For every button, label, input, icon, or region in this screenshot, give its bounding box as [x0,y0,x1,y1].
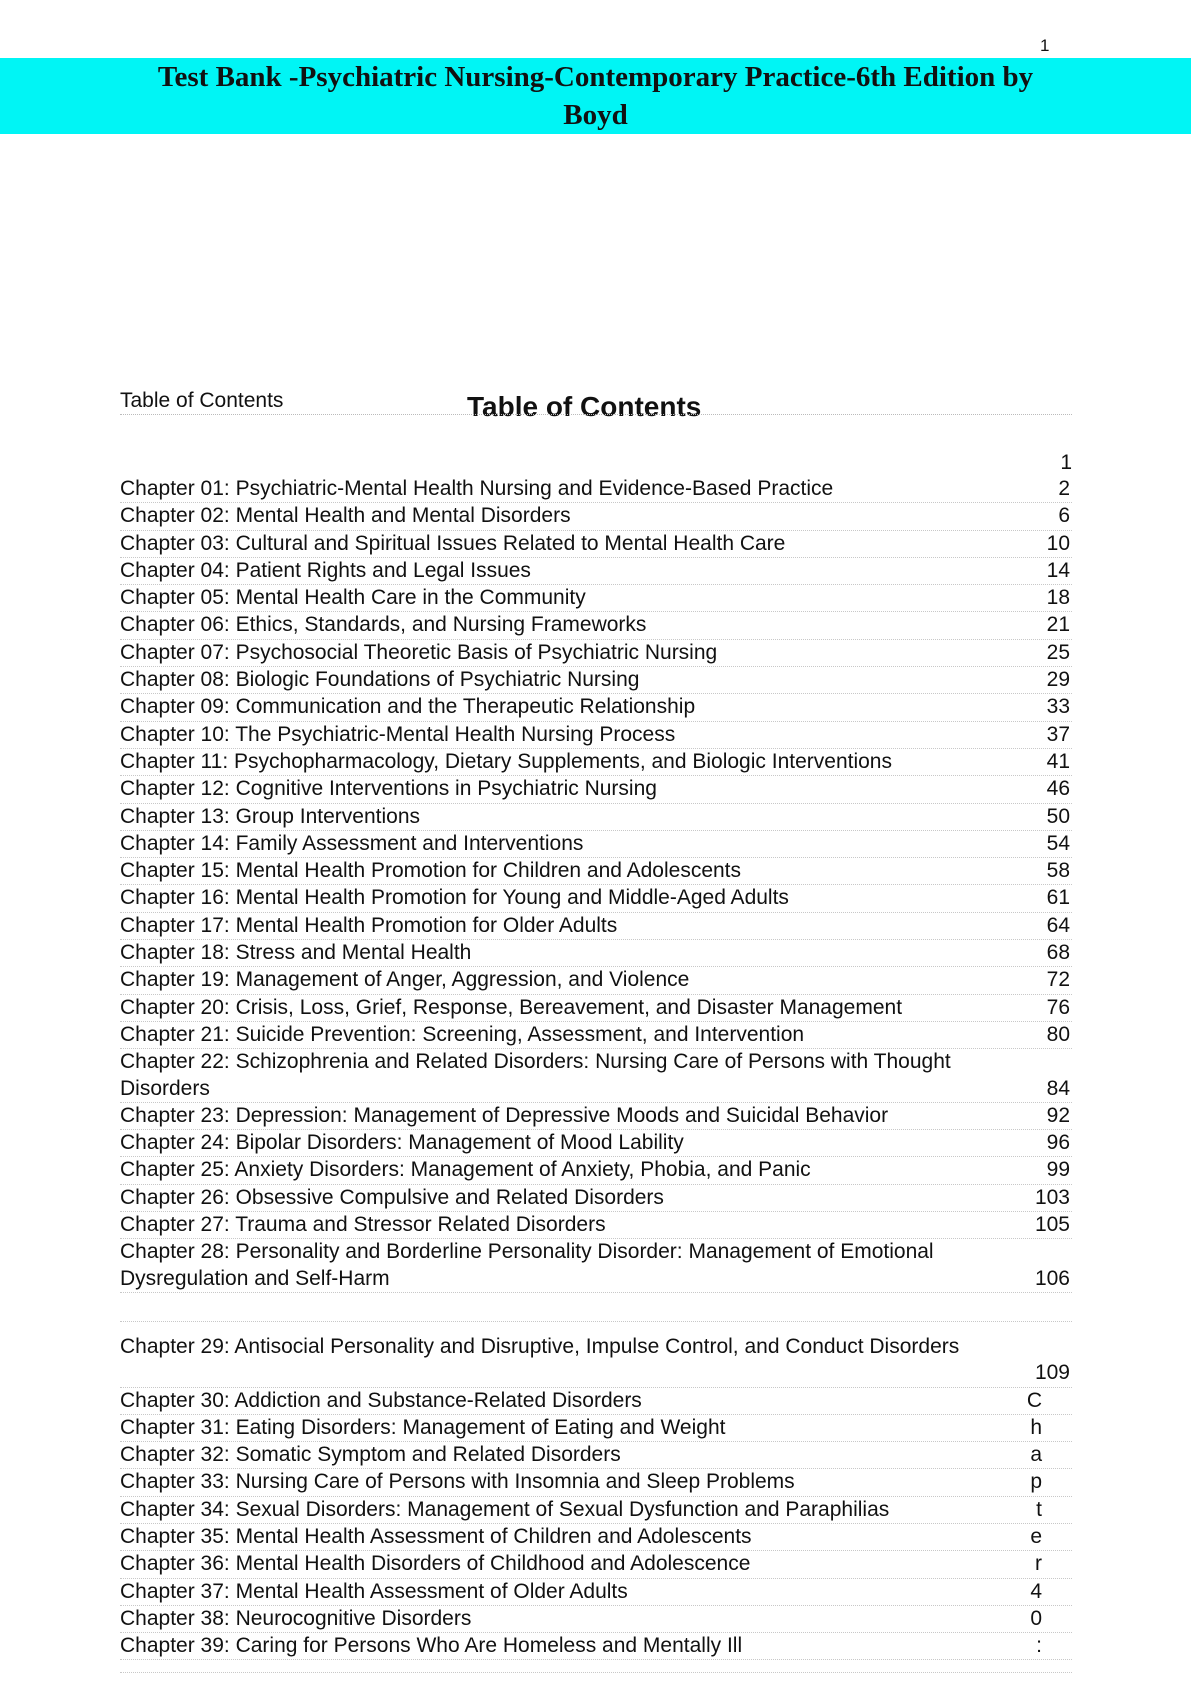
toc-entry-title: Chapter 19: Management of Anger, Aggression, and Violence [120,968,690,992]
toc-entry[interactable] [120,858,1072,885]
toc-entry-page: 80 [1046,1022,1070,1046]
toc-entry[interactable] [120,1212,1072,1239]
toc-entry[interactable] [120,776,1072,803]
toc-entry-title: Chapter 24: Bipolar Disorders: Management of Mood Lability [120,1131,684,1155]
toc-entry-page: 46 [1046,777,1070,801]
toc-entry-title: Chapter 09: Communication and the Therapeutic Relationship [120,695,696,719]
toc-entry-page: 58 [1046,859,1070,883]
toc-entry-title: Chapter 36: Mental Health Disorders of Childhood and Adolescence [120,1552,751,1576]
toc-entry-page: 18 [1046,586,1070,610]
toc-entry[interactable] [120,1415,1072,1442]
toc-entry-page: C [1026,1388,1042,1412]
toc-entry-title: Chapter 13: Group Interventions [120,804,421,828]
toc-entry-title: Chapter 37: Mental Health Assessment of Older Adults [120,1579,628,1603]
toc-entry-title: Chapter 05: Mental Health Care in the Community [120,586,586,610]
toc-entry[interactable] [120,1130,1072,1157]
toc-entry-title: Chapter 29: Antisocial Personality and Disruptive, Impulse Control, and Conduct Disorders [120,1334,960,1358]
toc-entry[interactable] [120,585,1072,612]
toc-entry[interactable] [120,1103,1072,1130]
toc-entry-page: h [1030,1415,1042,1439]
divider [120,414,1072,415]
toc-entry-page: 109 [1034,1361,1070,1385]
toc-entry-page: 72 [1046,968,1070,992]
toc-entry[interactable] [120,1157,1072,1184]
toc-entry[interactable] [120,667,1072,694]
title-line-1: Test Bank -Psychiatric Nursing-Contemporary Practice-6th Edition by [154,61,1037,93]
toc-entry-title: Chapter 01: Psychiatric-Mental Health Nursing and Evidence-Based Practice [120,477,834,500]
toc-entry[interactable] [120,1388,1072,1415]
toc-label: Table of Contents [120,389,284,412]
toc-entry-title: Chapter 32: Somatic Symptom and Related Disorders [120,1443,621,1467]
toc-entry-title: Chapter 22: Schizophrenia and Related Disorders: Nursing Care of Persons with Thought [120,1050,951,1074]
toc-entry-page: t [1036,1497,1042,1521]
toc-entry[interactable] [120,1321,1072,1388]
toc-entry[interactable] [120,1022,1072,1049]
toc-entry-page: 14 [1046,558,1070,582]
toc-entry-page: e [1030,1524,1042,1548]
toc-entry-title: Chapter 26: Obsessive Compulsive and Related Disorders [120,1185,664,1209]
toc-intro-page-number: 1 [1060,451,1072,474]
toc-entry-title: Chapter 38: Neurocognitive Disorders [120,1606,472,1630]
toc-entry-title: Chapter 33: Nursing Care of Persons with Insomnia and Sleep Problems [120,1470,795,1494]
toc-entry-page: 54 [1046,831,1070,855]
toc-list [120,476,1072,1660]
toc-entry-page: 2 [1058,477,1070,500]
toc-entry[interactable] [120,1524,1072,1551]
toc-entry-page: 103 [1034,1185,1070,1209]
toc-entry[interactable] [120,995,1072,1022]
toc-entry-page: 37 [1046,722,1070,746]
toc-entry[interactable] [120,1185,1072,1212]
toc-entry[interactable] [120,1469,1072,1496]
toc-entry-page: r [1035,1552,1042,1576]
title-line-2: Boyd [559,99,631,131]
toc-entry-title: Chapter 35: Mental Health Assessment of Children and Adolescents [120,1524,752,1548]
toc-entry-page: 68 [1046,941,1070,965]
toc-entry[interactable] [120,967,1072,994]
toc-entry[interactable] [120,640,1072,667]
toc-entry-title: Chapter 12: Cognitive Interventions in Psychiatric Nursing [120,777,657,801]
toc-entry-page: 21 [1046,613,1070,637]
toc-entry-page: 61 [1046,886,1070,910]
toc-entry-page: p [1030,1470,1042,1494]
toc-entry-title: Chapter 14: Family Assessment and Interventions [120,831,584,855]
toc-entry[interactable] [120,940,1072,967]
toc-entry-title: Chapter 31: Eating Disorders: Management of Eating and Weight [120,1415,726,1439]
toc-entry-page: 92 [1046,1103,1070,1127]
toc-entry-title: Chapter 30: Addiction and Substance-Related Disorders [120,1388,642,1412]
toc-entry-title: Chapter 02: Mental Health and Mental Disorders [120,504,571,528]
toc-entry-title-continued: Disorders [120,1076,210,1100]
toc-entry-title: Chapter 39: Caring for Persons Who Are Homeless and Mentally Ill [120,1634,743,1658]
toc-entry-title: Chapter 17: Mental Health Promotion for Older Adults [120,913,618,937]
toc-entry-title: Chapter 03: Cultural and Spiritual Issues Related to Mental Health Care [120,531,786,555]
toc-entry-page: 41 [1046,749,1070,773]
toc-heading: Table of Contents [467,391,702,422]
toc-entry-title: Chapter 20: Crisis, Loss, Grief, Response, Bereavement, and Disaster Management [120,995,903,1019]
toc-entry-page: 105 [1034,1213,1070,1237]
toc-entry[interactable] [120,1442,1072,1469]
toc-entry[interactable] [120,749,1072,776]
toc-entry-page: 33 [1046,695,1070,719]
toc-entry[interactable] [120,1239,1072,1293]
toc-entry-page: 10 [1046,531,1070,555]
toc-entry[interactable] [120,531,1072,558]
toc-entry-title: Chapter 10: The Psychiatric-Mental Health Nursing Process [120,722,676,746]
toc-entry-title: Chapter 07: Psychosocial Theoretic Basis of Psychiatric Nursing [120,640,718,664]
toc-entry[interactable] [120,1633,1072,1660]
toc-entry-page: 4 [1030,1579,1042,1603]
toc-entry-title: Chapter 18: Stress and Mental Health [120,941,472,965]
toc-entry-page: a [1030,1443,1042,1467]
toc-entry-title: Chapter 27: Trauma and Stressor Related Disorders [120,1213,606,1237]
toc-entry[interactable] [120,831,1072,858]
toc-entry[interactable] [120,1606,1072,1633]
toc-entry[interactable] [120,612,1072,639]
toc-entry-title-continued: Dysregulation and Self-Harm [120,1266,390,1290]
toc-entry-page: 84 [1046,1076,1070,1100]
toc-entry-page: 64 [1046,913,1070,937]
toc-entry-page: 0 [1030,1606,1042,1630]
toc-entry[interactable] [120,476,1072,503]
toc-entry[interactable] [120,558,1072,585]
toc-entry[interactable] [120,503,1072,530]
toc-entry[interactable] [120,885,1072,912]
toc-entry-page: 99 [1046,1158,1070,1182]
page-number: 1 [1040,36,1050,55]
divider [120,1672,1072,1673]
toc-entry-title: Chapter 11: Psychopharmacology, Dietary Supplements, and Biologic Interventions [120,749,892,773]
toc-entry-title: Chapter 15: Mental Health Promotion for Children and Adolescents [120,859,742,883]
toc-entry-page: 29 [1046,668,1070,692]
toc-entry-page: : [1036,1634,1042,1658]
toc-entry[interactable] [120,694,1072,721]
toc-entry-title: Chapter 06: Ethics, Standards, and Nursing Frameworks [120,613,647,637]
toc-entry[interactable] [120,804,1072,831]
toc-entry-page: 50 [1046,804,1070,828]
toc-entry-title: Chapter 34: Sexual Disorders: Management of Sexual Dysfunction and Paraphilias [120,1497,890,1521]
toc-entry-page: 6 [1058,504,1070,528]
toc-entry-page: 96 [1046,1131,1070,1155]
toc-entry[interactable] [120,1579,1072,1606]
toc-entry-title-continued [120,1360,1072,1386]
toc-entry-page: 25 [1046,640,1070,664]
toc-entry-title: Chapter 16: Mental Health Promotion for Young and Middle-Aged Adults [120,886,789,910]
toc-entry-page: 106 [1034,1266,1070,1290]
toc-entry-title: Chapter 23: Depression: Management of Depressive Moods and Suicidal Behavior [120,1103,889,1127]
toc-entry[interactable] [120,1049,1072,1103]
toc-entry[interactable] [120,722,1072,749]
toc-entry[interactable] [120,1551,1072,1578]
toc-entry-title: Chapter 21: Suicide Prevention: Screening, Assessment, and Intervention [120,1022,805,1046]
toc-entry-page: 76 [1046,995,1070,1019]
toc-entry-title: Chapter 08: Biologic Foundations of Psychiatric Nursing [120,668,640,692]
document-title [0,58,1191,134]
toc-entry[interactable] [120,913,1072,940]
toc-entry-title: Chapter 04: Patient Rights and Legal Issues [120,558,531,582]
toc-entry-title: Chapter 25: Anxiety Disorders: Management of Anxiety, Phobia, and Panic [120,1158,811,1182]
toc-entry[interactable] [120,1497,1072,1524]
toc-entry-title: Chapter 28: Personality and Borderline Personality Disorder: Management of Emotional [120,1240,934,1264]
